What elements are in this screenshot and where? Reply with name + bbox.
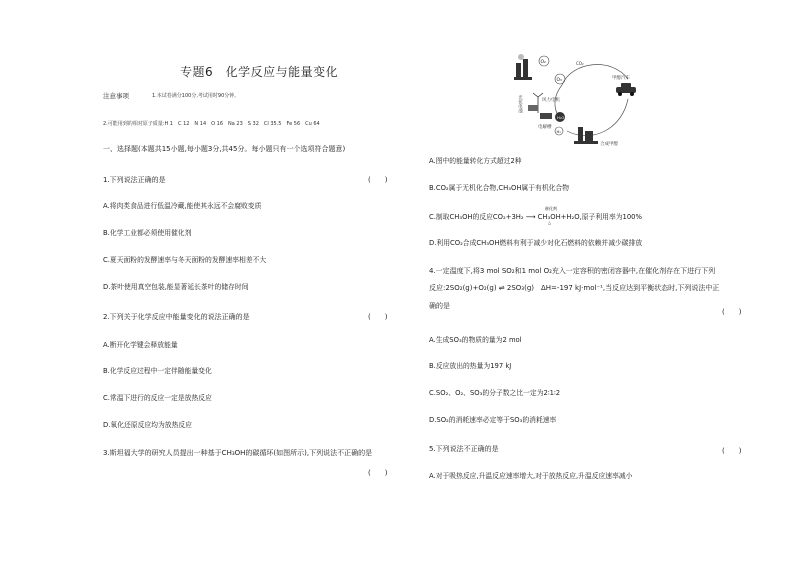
question-2-stem: 2.下列关于化学反应中能量变化的说法正确的是 [103,313,250,321]
question-4-stem-line-2: 反应:2SO₂(g)+O₂(g) ⇌ 2SO₃(g) ΔH=-197 kJ·mol⁻¹,当反应达到平衡状态时,下列说法中正 [429,284,720,292]
question-3-answer-blank: ( ) [368,469,388,477]
question-2-option-c: C.常温下进行的反应一定是放热反应 [103,394,212,402]
question-5-stem: 5.下列说法不正确的是 [429,445,499,453]
question-4-stem-line-3: 确的是 [429,302,450,310]
question-1-option-d: D.茶叶使用真空包装,能显著延长茶叶的储存时间 [103,283,249,291]
electrolyzer-label: 电解槽 [538,125,552,130]
solar-cell-label: 光伏电池 [517,95,523,113]
o2-label: O₂ [540,60,546,65]
question-5-option-a: A.对于吸热反应,升温反应速率增大,对于放热反应,升温反应速率减小 [429,472,633,480]
electrolyzer-icon [540,113,552,119]
methanol-synthesis-label: 合成甲醇 [600,142,618,147]
question-5-answer-blank: ( ) [722,447,742,455]
question-3-catalyst-label: 催化剂 [545,206,557,211]
question-3-heat-label: △ [548,220,552,225]
question-2-option-d: D.氧化还原反应均为放热反应 [103,421,192,429]
question-3-option-d: D.利用CO₂合成CH₃OH燃料有利于减少对化石燃料的依赖并减少碳排放 [429,239,643,247]
note-2: 2.可能用到的相对原子质量:H 1 C 12 N 14 O 16 Na 23 S 32 Cl 35.5 Fe 56 Cu 64 [103,121,320,127]
page-title: 专题6 化学反应与能量变化 [180,65,339,79]
question-4-option-d: D.SO₂的消耗速率必定等于SO₃的消耗速率 [429,416,557,424]
question-1-option-b: B.化学工业都必须使用催化剂 [103,229,192,237]
h2-label: H₂ [556,129,561,134]
question-2-option-a: A.断开化学键会释放能量 [103,341,178,349]
wind-generator-label: 风力电机 [542,98,560,103]
note-1: 1.本试卷满分100分,考试用时90分钟。 [152,93,240,99]
question-3-option-a: A.图中的能量转化方式超过2种 [429,157,522,165]
notes-heading: 注意事项 [103,92,129,100]
question-1-stem: 1.下列说法正确的是 [103,176,166,184]
power-plant-icon [514,54,532,80]
question-2-answer-blank: ( ) [368,313,388,321]
question-4-option-b: B.反应放出的热量为197 kJ [429,362,512,370]
methanol-car-label: 甲醇汽车 [612,76,630,81]
cycle-arc-top [562,65,628,85]
question-4-option-c: C.SO₂、O₂、SO₃的分子数之比一定为2∶1∶2 [429,389,561,397]
h2o-label: H₂O [557,115,565,120]
question-1-answer-blank: ( ) [368,176,388,184]
question-4-answer-blank: ( ) [722,308,742,316]
question-3-option-c: C.制取CH₃OH的反应CO₂+3H₂ ⟶ CH₃OH+H₂O,原子利用率为100% [429,213,642,221]
carbon-cycle-diagram [512,49,642,149]
methanol-car-icon [616,83,636,96]
question-2-option-b: B.化学反应过程中一定伴随能量变化 [103,367,212,375]
cycle-arc-bottom [567,99,628,136]
question-4-option-a: A.生成SO₃的物质的量为2 mol [429,336,522,344]
question-3-option-b: B.CO₂属于无机化合物,CH₃OH属于有机化合物 [429,184,570,192]
question-4-stem-line-1: 4.一定温度下,将3 mol SO₂和1 mol O₂充入一定容积的密闭容器中,在催化剂存在下进行下列 [429,267,716,275]
co2-label: CO₂ [576,61,584,66]
question-3-stem: 3.斯坦福大学的研究人员提出一种基于CH₃OH的碳循环(如图所示),下列说法不正确的是 [103,449,373,457]
question-1-option-c: C.夏天面粉的发酵速率与冬天面粉的发酵速率相差不大 [103,256,267,264]
question-1-option-a: A.将肉类食品进行低温冷藏,能使其永远不会腐败变质 [103,202,262,210]
solar-panel-icon [528,105,538,111]
section-heading: 一、选择题(本题共15小题,每小题3分,共45分。每小题只有一个选项符合题意) [103,145,346,153]
o3-label: O₃ [556,78,562,83]
methanol-plant-icon [574,127,598,144]
